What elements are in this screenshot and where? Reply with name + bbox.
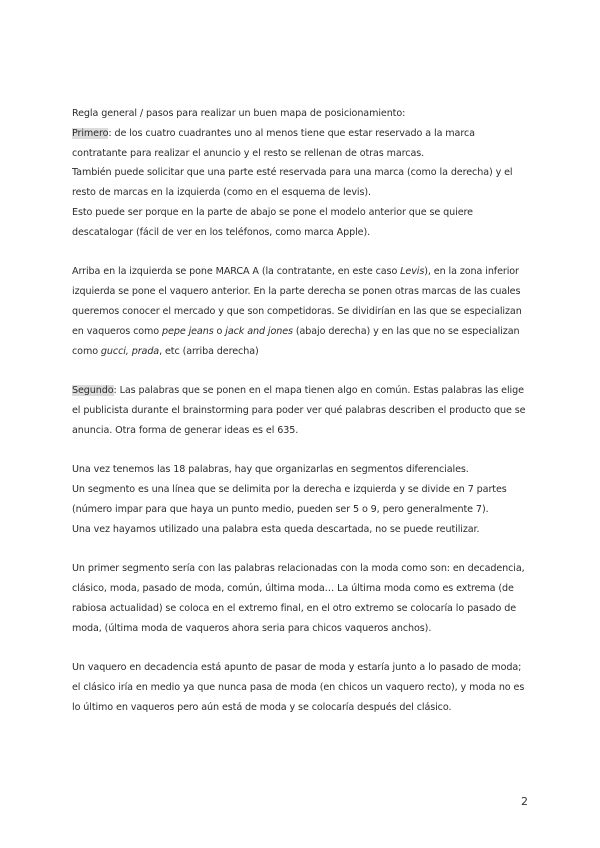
brand-levis: Levis [400, 266, 425, 278]
page-number: 2 [521, 795, 528, 808]
rules-reserved-part: También puede solicitar que una parte esté reservada para una marca (como la derecha) y el resto de marcas en la izquierda (como en el esquema de levis). [72, 167, 513, 199]
paragraph-second-step [72, 381, 532, 440]
paragraph-rules [72, 104, 532, 243]
segments-line-1: Una vez tenemos las 18 palabras, hay que organizarlas en segmentos diferenciales. [72, 464, 469, 476]
second-step-text: Segundo: Las palabras que se ponen en el mapa tienen algo en común. Estas palabras las elige el publicista durante el brainstorming para poder ver qué palabras describen el producto que se anuncia. Otra forma de generar ideas es el 635. [72, 385, 526, 436]
brand-jack-and-jones: jack and jones [225, 325, 293, 337]
segments-line-2: Un segmento es una línea que se delimita por la derecha e izquierda y se divide en 7 partes (número impar para que haya un punto medio, pueden ser 5 o 9, pero generalmente 7). [72, 484, 507, 515]
paragraph-segments [72, 460, 532, 539]
segments-line-3: Una vez hayamos utilizado una palabra esta queda descartada, no se puede reutilizar. [72, 523, 480, 535]
rules-first-step-text: : de los cuatro cuadrantes uno al menos tiene que estar reservado a la marca contratante para realizar el anuncio y el resto se rellenan de otras marcas. [72, 127, 475, 159]
jeans-decadence-text: Un vaquero en decadencia está apunto de pasar de moda y estaría junto a lo pasado de moda; el clásico iría en medio ya que nunca pasa de moda (en chicos un vaquero recto), y moda no es lo último en vaqueros pero aún está de moda y se colocaría después del clásico. [72, 662, 525, 713]
rules-discontinue: Esto puede ser porque en la parte de abajo se pone el modelo anterior que se quiere descatalogar (fácil de ver en los teléfonos, como marca Apple). [72, 206, 473, 238]
rules-first-step [72, 124, 532, 164]
brands-text: Arriba en la izquierda se pone MARCA A (la contratante, en este caso Levis), en la zona inferior izquierda se pone el vaquero anterior. En la parte derecha se ponen otras marcas de las cuales queremos conocer el mercado y que son competidoras. Se dividirían en las que se especializan en vaqueros como pepe jeans o jack and jones (abajo derecha) y en las que no se especializan como gucci, prada, etc (arriba derecha) [72, 266, 522, 357]
paragraph-brands [72, 262, 532, 361]
document-body [72, 104, 532, 738]
fashion-segment-text: Un primer segmento sería con las palabras relacionadas con la moda como son: en decadencia, clásico, moda, pasado de moda, común, última moda… La última moda como es extrema (de rabiosa actualidad) se coloca en el extremo final, en el otro extremo se colocaría lo pasado de moda, (última moda de vaqueros ahora seria para chicos vaqueros anchos). [72, 563, 525, 634]
paragraph-fashion-segment [72, 559, 532, 638]
highlight-segundo: Segundo [72, 385, 114, 397]
brand-pepe-jeans: pepe jeans [162, 325, 214, 337]
paragraph-jeans-decadence [72, 658, 532, 717]
brand-gucci-prada: gucci, prada [100, 345, 160, 357]
highlight-primero: Primero [72, 127, 109, 139]
rules-heading: Regla general / pasos para realizar un buen mapa de posicionamiento: [72, 108, 406, 119]
